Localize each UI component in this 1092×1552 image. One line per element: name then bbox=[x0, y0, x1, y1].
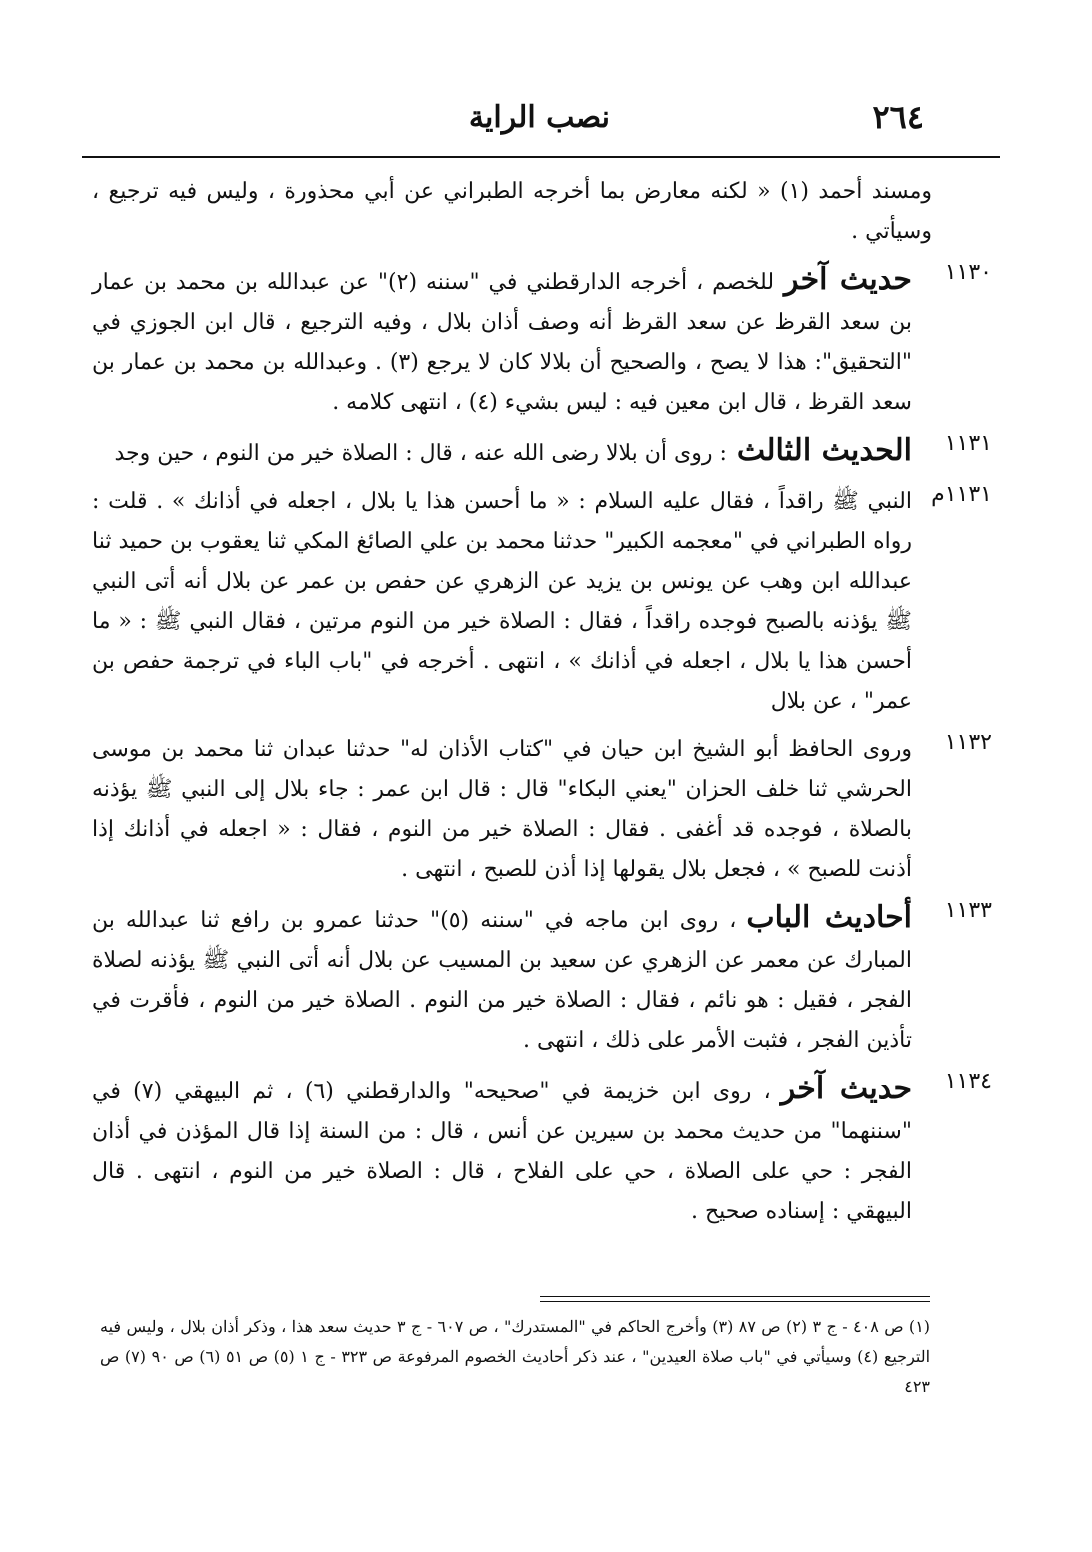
footnotes bbox=[100, 1312, 930, 1402]
paragraph-text: ، روى ابن خزيمة في "صحيحه" والدارقطني (٦) ، ثم البيهقي (٧) في "سننهما" من حديث محمد بن سيرين عن أنس ، قال : من السنة إذا قال المؤذن في أذان الفجر : حي على الصلاة ، حي على الفلاح ، قال : الصلاة خير من النوم ، انتهى . قال البيهقي : إسناده صحيح . bbox=[92, 1079, 912, 1224]
hadith-number: ١١٣٠ bbox=[944, 260, 992, 285]
hadith-paragraph-1133 bbox=[92, 898, 992, 1061]
page-header bbox=[82, 92, 1000, 150]
paragraph-text: النبي ﷺ راقداً ، فقال عليه السلام : « ما أحسن هذا يا بلال ، اجعله في أذانك » . قلت : رواه الطبراني في "معجمه الكبير" حدثنا محمد بن علي الصائغ المكي ثنا يعقوب بن حميد ثنا عبدالله ابن وهب عن يونس بن يزيد عن الزهري عن حفص بن عمر عن بلال أنه أتى النبي ﷺ يؤذنه بالصبح فوجده راقداً ، فقال : الصلاة خير من النوم مرتين ، فقال النبي ﷺ : « ما أحسن هذا يا بلال ، اجعله في أذانك » ، انتهى . أخرجه في "باب الباء في ترجمة حفص بن عمر" ، عن بلال bbox=[92, 489, 912, 714]
page-number: ٢٦٤ bbox=[872, 98, 924, 136]
footnote-rule bbox=[540, 1296, 930, 1297]
header-rule bbox=[82, 156, 1000, 158]
hadith-paragraph-1134 bbox=[92, 1069, 992, 1232]
hadith-heading: حديث آخر bbox=[780, 1071, 912, 1106]
paragraph-text: : روى أن بلالا رضى الله عنه ، قال : الصلاة خير من النوم ، حين وجد bbox=[114, 441, 727, 466]
hadith-number: ١١٣٢ bbox=[944, 730, 992, 755]
hadith-number: ١١٣١م bbox=[931, 482, 992, 507]
hadith-paragraph-1130 bbox=[92, 260, 992, 423]
paragraph-text: للخصم ، أخرجه الدارقطني في "سننه (٢)" عن عبدالله بن محمد بن عمار بن سعد القرظ عن سعد القرظ أنه وصف أذان بلال ، وفيه الترجيع ، قال ابن الجوزي في "التحقيق": هذا لا يصح ، والصحيح أن بلالا كان لا يرجع (٣) . وعبدالله بن محمد بن عمار بن سعد القرظ ، قال ابن معين فيه : ليس بشيء (٤) ، انتهى كلامه . bbox=[92, 270, 912, 415]
hadith-number: ١١٣١ bbox=[944, 431, 992, 456]
paragraph-text: وروى الحافظ أبو الشيخ ابن حيان في "كتاب الأذان له" حدثنا عبدان ثنا محمد بن موسى الحرشي ثنا خلف الحزان "يعني البكاء" قال : قال ابن عمر : جاء بلال إلى النبي ﷺ يؤذنه بالصلاة ، فوجده قد أغفى . فقال : الصلاة خير من النوم ، فقال : « اجعله في أذانك إذا أذنت للصبح » ، فجعل بلال يقولها إذا أذن للصبح ، انتهى . bbox=[92, 737, 912, 882]
hadith-heading: أحاديث الباب bbox=[746, 900, 913, 935]
hadith-heading: حديث آخر bbox=[784, 262, 912, 297]
paragraph-text: ومسند أحمد (١) « لكنه معارض بما أخرجه الطبراني عن أبي محذورة ، وليس فيه ترجيع ، وسيأتي . bbox=[92, 179, 932, 244]
hadith-heading: الحديث الثالث bbox=[736, 433, 912, 468]
main-text bbox=[92, 172, 992, 1240]
hadith-number: ١١٣٤ bbox=[944, 1069, 992, 1094]
hadith-paragraph-1131m bbox=[92, 482, 992, 722]
hadith-number: ١١٣٣ bbox=[944, 898, 992, 923]
paragraph-continuation bbox=[92, 172, 992, 252]
footnote-rule bbox=[540, 1301, 930, 1302]
footnote-text: (١) ص ٤٠٨ - ج ٣ (٢) ص ٨٧ (٣) وأخرج الحاكم في "المستدرك" ، ص ٦٠٧ - ج ٣ حديث سعد هذا ، وذكر أذان بلال ، وليس فيه الترجيع (٤) وسيأتي في "باب صلاة العيدين" ، عند ذكر أحاديث الخصوم المرفوعة ص ٣٢٣ - ج ١ (٥) ص ٥١ (٦) ص ٩٠ (٧) ص ٤٢٣ bbox=[100, 1317, 931, 1396]
book-title: نصب الراية bbox=[468, 100, 610, 135]
paragraph-text: ، روى ابن ماجه في "سننه (٥)" حدثنا عمرو بن رافع ثنا عبدالله بن المبارك عن معمر عن الزهري عن سعيد بن المسيب عن بلال أنه أتى النبي ﷺ يؤذنه لصلاة الفجر ، فقيل : هو نائم ، فقال : الصلاة خير من النوم . الصلاة خير من النوم ، فأقرت في تأذين الفجر ، فثبت الأمر على ذلك ، انتهى . bbox=[92, 908, 912, 1053]
hadith-paragraph-1131 bbox=[92, 431, 992, 474]
hadith-paragraph-1132 bbox=[92, 730, 992, 890]
